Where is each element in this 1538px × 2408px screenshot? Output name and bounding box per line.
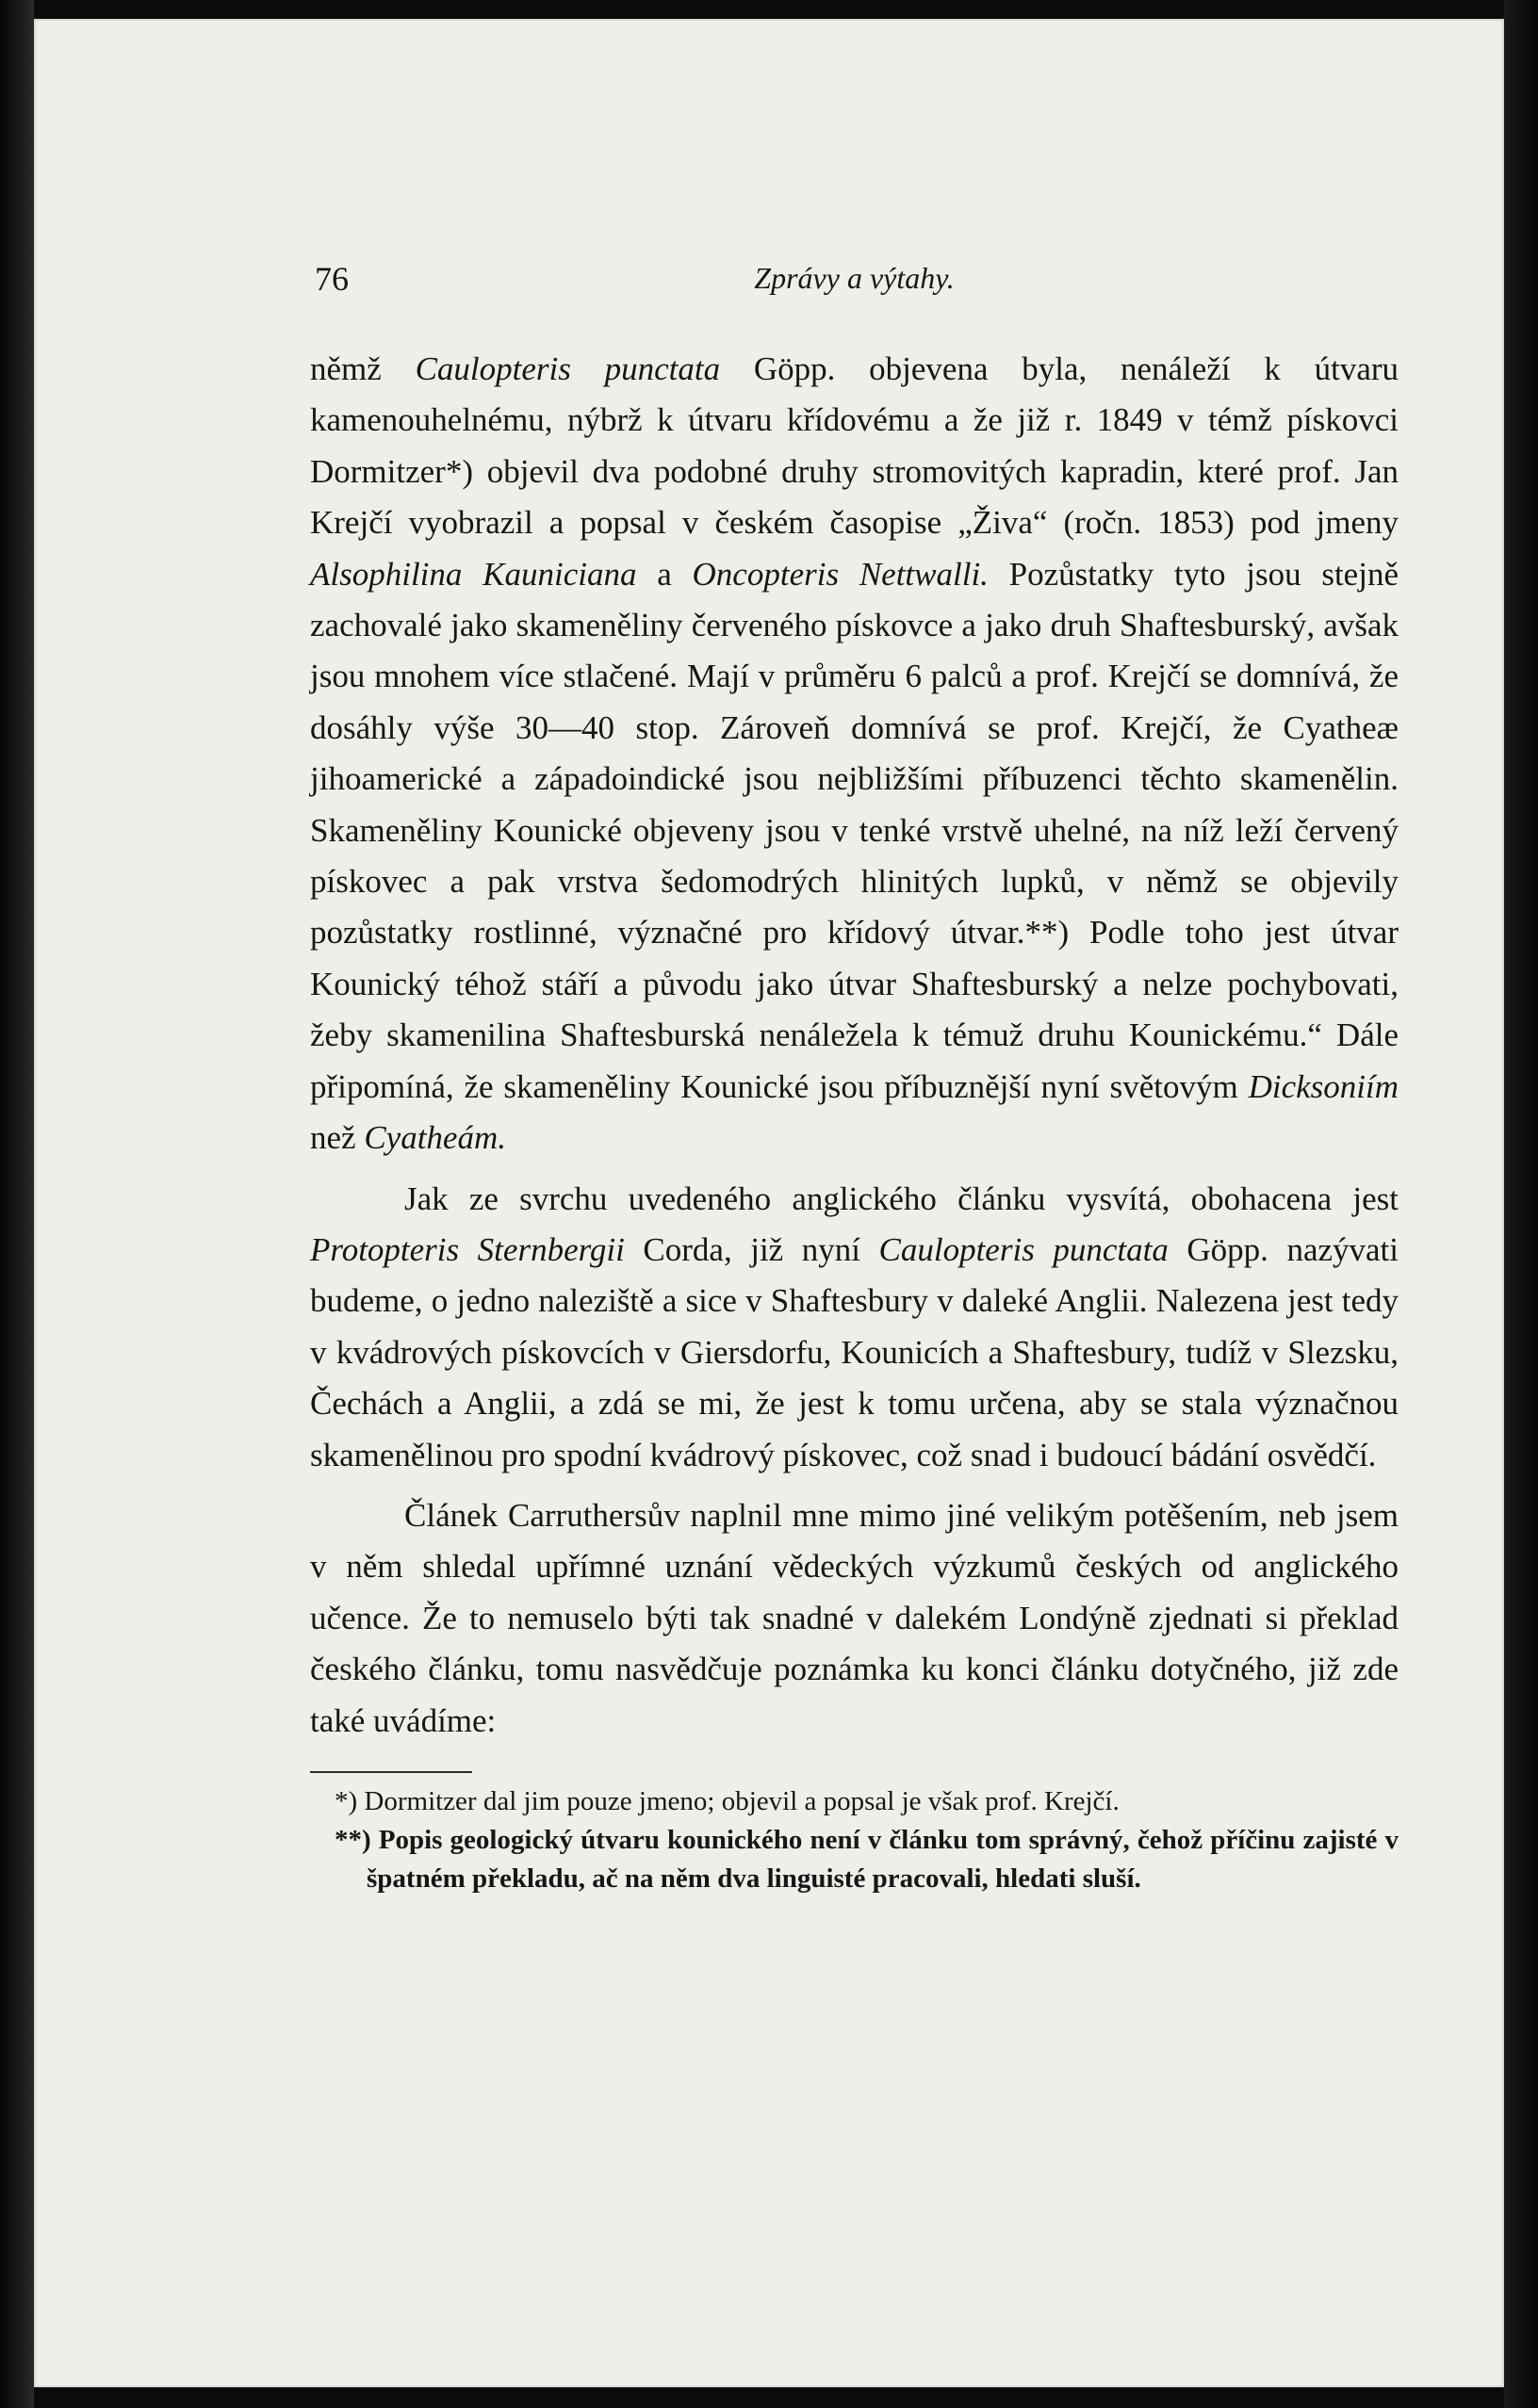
paragraph [310,1490,1399,1747]
text-run: a [636,555,693,593]
italic-run: Caulopteris punctata [415,350,721,387]
italic-run: Dicksoniím [1248,1067,1399,1105]
italic-run: Cyatheám. [364,1119,506,1157]
running-head [310,259,1399,316]
paragraph [310,1174,1399,1481]
text-run: Göpp. objevena byla, nenáleží k útvaru kamenouhelnému, nýbrž k útvaru křídovému a že již r. 1849 v témž pískovci Dormitzer*) objevil dva podobné druhy stromovitých kapradin, které prof. Jan Krejčí vyobrazil a popsal v českém časopise „Živa“ (ročn. 1853) pod jmeny [310,350,1399,542]
text-run: Článek Carruthersův naplnil mne mimo jiné velikým potěšením, neb jsem v něm shledal upřímné uznání vědeckých výzkumů českých od anglického učence. Že to nemuselo býti tak snadné v dalekém Londýně zjednati si překlad českého článku, tomu nasvědčuje poznámka ku konci článku dotyčného, již zde také uvádíme: [310,1496,1399,1739]
text-run: Pozůstatky tyto jsou stejně zachovalé jako skameněliny červeného pískovce a jako druh Shaftesburský, avšak jsou mnohem více stlačené. Mají v průměru 6 palců a prof. Krejčí se domnívá, že dosáhly výše 30—40 stop. Zároveň domnívá se prof. Krejčí, že Cyatheæ jihoamerické a západoindické jsou nejbližšími příbuzenci těchto skamenělin. Skameněliny Kounické objeveny jsou v tenké vrstvě uhelné, na níž leží červený pískovec a pak vrstva šedomodrých hlinitých lupků, v němž se objevily pozůstatky rostlinné, význačné pro křídový útvar.**) Podle toho jest útvar Kounický téhož stáří a původu jako útvar Shaftesburský a nelze pochybovati, žeby skamenilina Shaftesburská nenáležela k témuž druhu Kounickému.“ Dále připomíná, že skameněliny Kounické jsou příbuznější nyní světovým [310,555,1399,1105]
text-run: než [310,1119,365,1157]
page-number: 76 [315,260,349,298]
footnote-rule [310,1771,472,1773]
text-run: němž [310,350,416,387]
paragraph [310,344,1399,1164]
scan-right-edge [1504,0,1538,2408]
scan-left-edge [0,0,34,2408]
italic-run: Caulopteris punctata [878,1230,1169,1268]
text-run: Jak ze svrchu uvedeného anglického článku vysvítá, obohacena jest [404,1180,1399,1217]
body-text [310,344,1399,1747]
italic-run: Protopteris Sternbergii [310,1230,625,1268]
text-run: Corda, již nyní [624,1230,879,1268]
footnote: **) Popis geologický útvaru kounického není v článku tom správný, čehož příčinu zajisté v špatném překladu, ač na něm dva linguisté pracovali, hledati sluší. [335,1824,1399,1894]
running-title: Zprávy a výtahy. [754,261,955,295]
book-page [34,19,1504,2387]
italic-run: Oncopteris Nettwalli. [692,555,989,593]
text-run: Göpp. nazývati budeme, o jedno naleziště a sice v Shaftesbury v daleké Anglii. Nalezena jest tedy v kvádrových pískovcích v Giersdorfu, Kounicích a Shaftesbury, tudíž v Slezsku, Čechách a Anglii, a zdá se mi, že jest k tomu určena, aby se stala význačnou skamenělinou pro spodní kvádrový pískovec, což snad i budoucí bádání osvědčí. [310,1230,1399,1473]
footnotes [310,1782,1399,1898]
italic-run: Alsophilina Kauniciana [310,555,637,593]
text-block [310,259,1399,1898]
footnote: *) Dormitzer dal jim pouze jmeno; objevil a popsal je však prof. Krejčí. [335,1785,1120,1816]
